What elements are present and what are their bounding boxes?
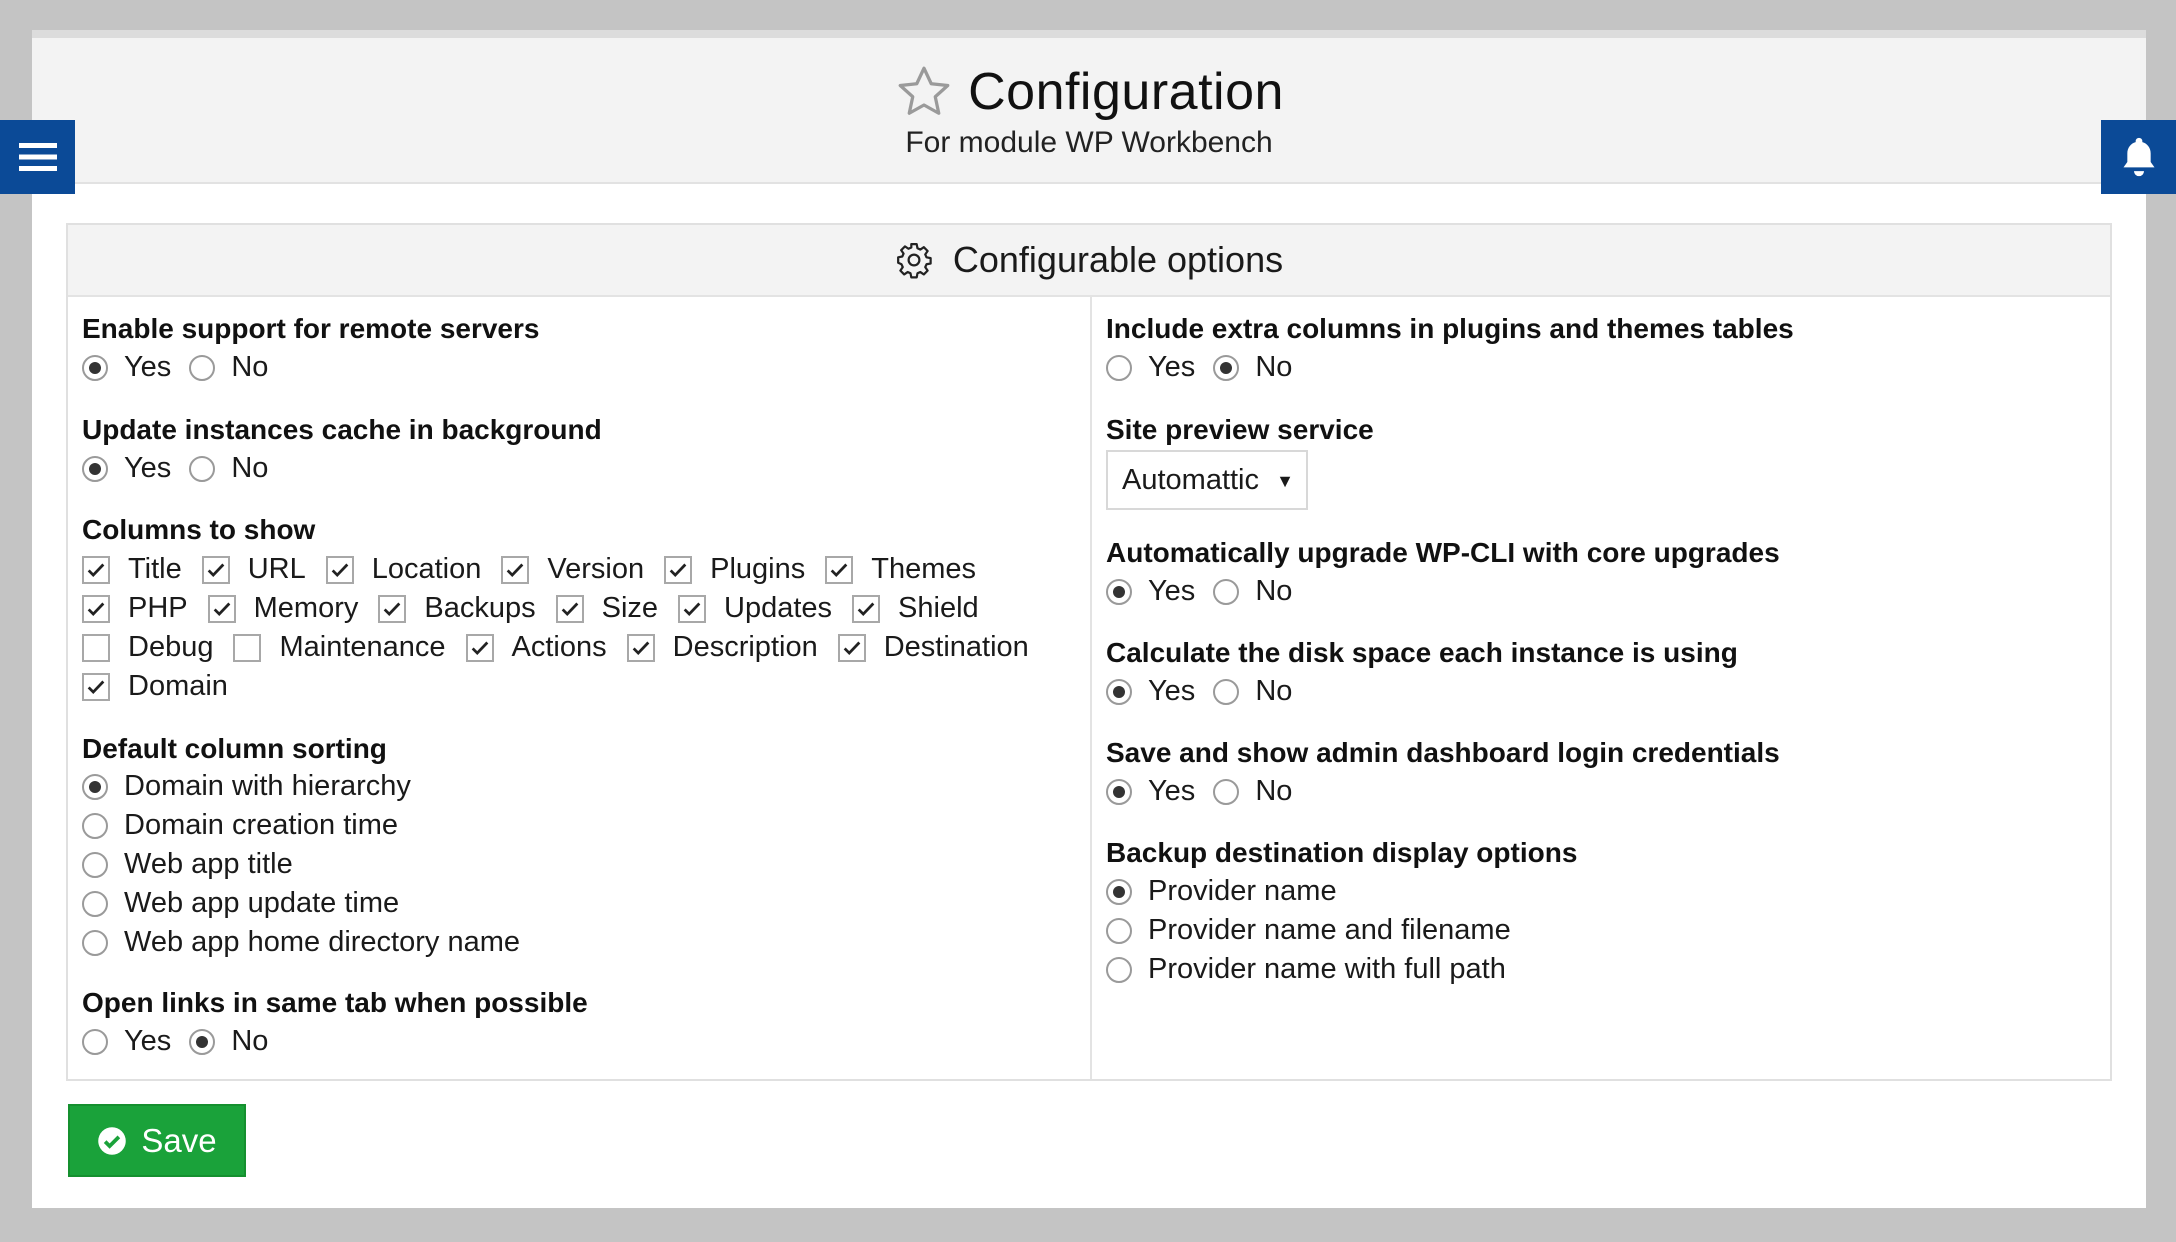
checkbox[interactable]	[378, 595, 406, 623]
check-icon	[469, 637, 491, 659]
checkbox[interactable]	[82, 595, 110, 623]
update-cache-label: Update instances cache in background	[82, 414, 602, 445]
backup-display-label: Backup destination display options	[1106, 837, 1578, 868]
checkbox[interactable]	[202, 556, 230, 584]
radio[interactable]	[82, 774, 108, 800]
radio[interactable]	[189, 456, 215, 482]
radio[interactable]	[1106, 957, 1132, 983]
sort-option-domain-creation[interactable]: Domain creation time	[82, 809, 398, 842]
check-icon	[381, 598, 403, 620]
column-url[interactable]: URL	[202, 553, 306, 586]
column-memory[interactable]: Memory	[208, 592, 359, 625]
sorting-label: Default column sorting	[82, 733, 387, 764]
radio[interactable]	[1213, 579, 1239, 605]
credentials-options	[1106, 775, 1310, 808]
check-icon	[855, 598, 877, 620]
star-icon[interactable]	[894, 62, 954, 122]
menu-button[interactable]	[0, 120, 75, 194]
column-destination[interactable]: Destination	[838, 631, 1029, 664]
notifications-button[interactable]	[2101, 120, 2176, 194]
extra-columns-label: Include extra columns in plugins and themes tables	[1106, 313, 1794, 344]
backup-option-provider-name[interactable]: Provider name	[1106, 875, 1337, 908]
radio[interactable]	[82, 891, 108, 917]
column-php[interactable]: PHP	[82, 592, 188, 625]
check-icon	[205, 559, 227, 581]
backup-option-provider-filename[interactable]: Provider name and filename	[1106, 914, 1511, 947]
checkbox[interactable]	[82, 556, 110, 584]
checkbox[interactable]	[501, 556, 529, 584]
columns-row-3	[82, 631, 1049, 664]
check-icon	[828, 559, 850, 581]
checkbox[interactable]	[838, 634, 866, 662]
checkbox[interactable]	[326, 556, 354, 584]
column-actions[interactable]: Actions	[466, 631, 607, 664]
wpcli-no[interactable]: No	[1213, 575, 1292, 608]
radio[interactable]	[82, 813, 108, 839]
checkbox[interactable]	[82, 634, 110, 662]
check-icon	[329, 559, 351, 581]
page-header	[32, 38, 2146, 184]
columns-row-1	[82, 553, 996, 586]
top-border	[32, 30, 2146, 38]
column-location[interactable]: Location	[326, 553, 482, 586]
remote-servers-yes[interactable]: Yes	[82, 351, 171, 384]
radio[interactable]	[1106, 679, 1132, 705]
column-divider	[1090, 297, 1092, 1079]
preview-service-select[interactable]: Automattic ▼	[1106, 450, 1308, 510]
radio[interactable]	[82, 852, 108, 878]
sort-option-home-directory[interactable]: Web app home directory name	[82, 926, 520, 959]
wpcli-label: Automatically upgrade WP-CLI with core upgrades	[1106, 537, 1780, 568]
page-title: Configuration	[968, 63, 1284, 121]
check-icon	[630, 637, 652, 659]
checkbox[interactable]	[556, 595, 584, 623]
column-shield[interactable]: Shield	[852, 592, 979, 625]
options-panel	[66, 223, 2112, 1081]
radio[interactable]	[189, 355, 215, 381]
radio[interactable]	[82, 456, 108, 482]
credentials-yes[interactable]: Yes	[1106, 775, 1195, 808]
extra-columns-yes[interactable]: Yes	[1106, 351, 1195, 384]
column-plugins[interactable]: Plugins	[664, 553, 805, 586]
check-icon	[85, 598, 107, 620]
update-cache-options	[82, 452, 286, 485]
credentials-label: Save and show admin dashboard login credentials	[1106, 737, 1780, 768]
check-icon	[85, 559, 107, 581]
page-subtitle: For module WP Workbench	[905, 126, 1273, 159]
checkbox[interactable]	[208, 595, 236, 623]
checkbox[interactable]	[852, 595, 880, 623]
radio[interactable]	[82, 1029, 108, 1055]
column-version[interactable]: Version	[501, 553, 644, 586]
same-tab-yes[interactable]: Yes	[82, 1025, 171, 1058]
preview-service-label: Site preview service	[1106, 414, 1374, 445]
wpcli-yes[interactable]: Yes	[1106, 575, 1195, 608]
check-icon	[841, 637, 863, 659]
radio[interactable]	[189, 1029, 215, 1055]
column-maintenance[interactable]: Maintenance	[233, 631, 445, 664]
checkbox[interactable]	[627, 634, 655, 662]
extra-columns-no[interactable]: No	[1213, 351, 1292, 384]
radio[interactable]	[1213, 355, 1239, 381]
check-icon	[85, 676, 107, 698]
same-tab-options	[82, 1025, 286, 1058]
radio[interactable]	[1106, 779, 1132, 805]
check-icon	[211, 598, 233, 620]
checkbox[interactable]	[664, 556, 692, 584]
update-cache-no[interactable]: No	[189, 452, 268, 485]
column-debug[interactable]: Debug	[82, 631, 213, 664]
columns-row-4	[82, 670, 248, 703]
gear-icon	[895, 241, 933, 279]
sort-option-web-app-title[interactable]: Web app title	[82, 848, 293, 881]
column-size[interactable]: Size	[556, 592, 658, 625]
wpcli-options	[1106, 575, 1310, 608]
save-button[interactable]: Save	[68, 1104, 246, 1177]
panel-header	[68, 225, 2110, 297]
disk-space-no[interactable]: No	[1213, 675, 1292, 708]
column-title[interactable]: Title	[82, 553, 182, 586]
credentials-no[interactable]: No	[1213, 775, 1292, 808]
update-cache-yes[interactable]: Yes	[82, 452, 171, 485]
check-icon	[681, 598, 703, 620]
column-description[interactable]: Description	[627, 631, 818, 664]
backup-option-full-path[interactable]: Provider name with full path	[1106, 953, 1506, 986]
disk-space-yes[interactable]: Yes	[1106, 675, 1195, 708]
check-circle-icon	[97, 1126, 127, 1156]
radio[interactable]	[82, 355, 108, 381]
extra-columns-options	[1106, 351, 1310, 384]
column-themes[interactable]: Themes	[825, 553, 976, 586]
columns-label: Columns to show	[82, 514, 316, 545]
checkbox[interactable]	[233, 634, 261, 662]
radio[interactable]	[82, 930, 108, 956]
check-icon	[559, 598, 581, 620]
radio[interactable]	[1106, 579, 1132, 605]
radio[interactable]	[1213, 679, 1239, 705]
bell-icon	[2119, 135, 2159, 179]
column-backups[interactable]: Backups	[378, 592, 535, 625]
hamburger-icon	[19, 141, 57, 173]
caret-down-icon: ▼	[1276, 471, 1294, 491]
panel-title: Configurable options	[952, 239, 1284, 280]
column-updates[interactable]: Updates	[678, 592, 832, 625]
remote-servers-options	[82, 351, 286, 384]
same-tab-label: Open links in same tab when possible	[82, 987, 588, 1018]
radio[interactable]	[1213, 779, 1239, 805]
checkbox[interactable]	[678, 595, 706, 623]
column-domain[interactable]: Domain	[82, 670, 228, 703]
checkbox[interactable]	[82, 673, 110, 701]
check-icon	[504, 559, 526, 581]
radio[interactable]	[1106, 918, 1132, 944]
checkbox[interactable]	[825, 556, 853, 584]
sort-option-domain-hierarchy[interactable]: Domain with hierarchy	[82, 770, 411, 803]
radio[interactable]	[1106, 355, 1132, 381]
radio[interactable]	[1106, 879, 1132, 905]
check-icon	[667, 559, 689, 581]
remote-servers-label: Enable support for remote servers	[82, 313, 540, 344]
checkbox[interactable]	[466, 634, 494, 662]
same-tab-no[interactable]: No	[189, 1025, 268, 1058]
sort-option-web-app-update[interactable]: Web app update time	[82, 887, 399, 920]
remote-servers-no[interactable]: No	[189, 351, 268, 384]
columns-row-2	[82, 592, 999, 625]
disk-space-label: Calculate the disk space each instance is using	[1106, 637, 1738, 668]
disk-space-options	[1106, 675, 1310, 708]
